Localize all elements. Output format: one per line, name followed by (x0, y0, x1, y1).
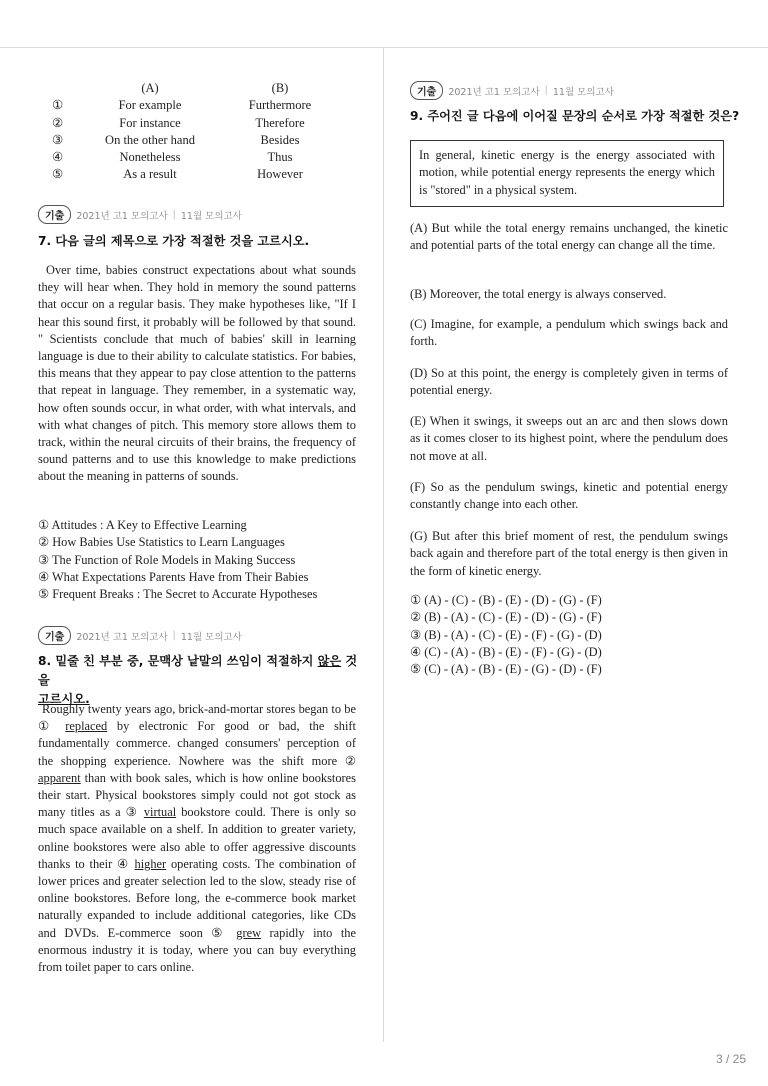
exam-tag-badge: 기출 (38, 205, 71, 224)
page-number: 3 / 25 (715, 1052, 746, 1066)
answer-option[interactable]: ⑤ (C) - (A) - (B) - (E) - (G) - (D) - (F) (410, 662, 602, 677)
q8-title-line2: 고르시오. (38, 692, 90, 706)
answer-option[interactable]: ⑤ Frequent Breaks : The Secret to Accurate Hypotheses (38, 587, 318, 602)
q7-title: 7. 다음 글의 제목으로 가장 적절한 것을 고르시오. (38, 234, 310, 248)
q8-source-tag: 기출 2021년 고1 모의고사 | 11월 모의고사 (38, 626, 242, 645)
choice-row[interactable] (50, 132, 350, 149)
q7-passage: Over time, babies construct expectations about what sounds they will hear when. They hold in memory the sound patterns that occur on a regular basis. They make hypotheses like, "If I hear this sound first, it probably will be followed by that sound. " Scientists conclude that much of babies' skill in learning language is due to their ability to calculate statistics. For babies, this means that they appear to pay close attention to the patterns that repeat in language. They remember, in a systematic way, how often sounds occur, in what order, with what intervals, and with what changes of pitch. This memory store allows them to track, within the neural circuits of their brains, the frequency of sound patterns and to use this knowledge to make predictions about the meaning in patterns of sounds. (38, 263, 356, 484)
q8-passage (38, 701, 356, 976)
given-text: In general, kinetic energy is the energy associated with motion, while potential energy represents the energy which is "stored" in a physical system. (419, 148, 715, 197)
q7-options (38, 517, 317, 603)
exam-year: 2021년 고1 모의고사 (76, 210, 168, 222)
q9-source-tag: 기출 2021년 고1 모의고사 | 11월 모의고사 (410, 81, 614, 100)
choice-a: As a result (123, 167, 177, 182)
exam-tag-badge: 기출 (38, 626, 71, 645)
choice-row[interactable] (50, 149, 350, 166)
column-divider (383, 47, 384, 1042)
underlined-word: apparent (38, 770, 81, 785)
header-divider (0, 47, 768, 48)
q9-title: 9. 주어진 글 다음에 이어질 문장의 순서로 가장 적절한 것은? (410, 109, 740, 123)
choice-row[interactable] (50, 97, 350, 114)
header-b: (B) (271, 81, 289, 95)
answer-option[interactable]: ③ The Function of Role Models in Making Success (38, 552, 296, 567)
exam-month: 11월 모의고사 (180, 631, 242, 643)
choice-b: Therefore (255, 115, 305, 130)
choice-a: For example (118, 98, 182, 113)
exam-year: 2021년 고1 모의고사 (76, 631, 168, 643)
answer-option[interactable]: ④ (C) - (A) - (B) - (E) - (F) - (G) - (D) (410, 644, 602, 659)
q8-text: by electronic For good or bad, the shift fundamentally commerce. changed consumers' perception of the shopping experience. Nowhere was the shift more ② (38, 719, 356, 768)
q8-title-emphasis: 않은 (317, 654, 342, 668)
choice-number: ③ (52, 132, 64, 147)
choice-a: For instance (119, 115, 181, 130)
q9-sentence-e: (E) When it swings, it sweeps out an arc and then slows down as it comes closer to its highest point, where the pendulum does not move at all. (410, 414, 728, 463)
q9-sentence-b: (B) Moreover, the total energy is always conserved. (410, 287, 667, 301)
header-a: (A) (141, 81, 159, 95)
q9-options (410, 592, 602, 678)
q9-sentence-d: (D) So at this point, the energy is completely given in terms of potential energy. (410, 366, 728, 398)
exam-month: 11월 모의고사 (552, 86, 614, 98)
q8-text: bookstore could. There is only so much space available on a shelf. In addition to greater variety, online bookstores were also able to offer aggressive discounts thanks to their ④ (38, 805, 356, 871)
exam-tag-badge: 기출 (410, 81, 443, 100)
q6-choice-table (50, 80, 350, 184)
choice-b: However (257, 167, 303, 182)
choice-row[interactable] (50, 166, 350, 183)
choice-b: Besides (260, 132, 300, 147)
underlined-word: grew (236, 925, 262, 940)
answer-option[interactable]: ② (B) - (A) - (C) - (E) - (D) - (G) - (F) (410, 610, 602, 625)
choice-number: ② (52, 115, 64, 130)
choice-b: Furthermore (248, 98, 312, 113)
q8-text: operating costs. The combination of lower prices and greater selection led to the slow, steady rise of online bookstores. Before long, the e-commerce book market naturally expanded to include additional categories, like CDs and DVDs. E-commerce soon ⑤ (38, 856, 356, 940)
q8-text: Roughly twenty years ago, brick-and-mortar stores began to be ① (38, 702, 356, 734)
answer-option[interactable]: ③ (B) - (A) - (C) - (E) - (F) - (G) - (D) (410, 627, 602, 642)
underlined-word: replaced (65, 719, 108, 734)
q9-sentence-a: (A) But while the total energy remains unchanged, the kinetic and potential parts of the total energy can change all the time. (410, 221, 728, 253)
q8-text: than with book sales, which is how online bookstores their start. Physical bookstores simply could not got stock as many titles as a ③ (38, 770, 356, 820)
answer-option[interactable]: ① Attitudes : A Key to Effective Learning (38, 518, 247, 532)
q8-title-text: 8. 밑줄 친 부분 중, 문맥상 낱말의 쓰임이 적절하지 (38, 654, 318, 668)
answer-option[interactable]: ① (A) - (C) - (B) - (E) - (D) - (G) - (F) (410, 593, 602, 607)
underlined-word: higher (134, 856, 167, 871)
choice-b: Thus (267, 150, 293, 165)
underlined-word: virtual (143, 805, 177, 820)
q9-sentence-f: (F) So as the pendulum swings, kinetic and potential energy constantly change into each other. (410, 480, 728, 512)
choice-number: ④ (52, 150, 64, 165)
answer-option[interactable]: ④ What Expectations Parents Have from Their Babies (38, 569, 309, 584)
choice-table-header (50, 80, 350, 97)
choice-a: Nonetheless (119, 150, 181, 165)
q9-given-passage (410, 140, 724, 207)
choice-number: ① (52, 98, 64, 113)
answer-option[interactable]: ② How Babies Use Statistics to Learn Languages (38, 535, 285, 550)
choice-number: ⑤ (52, 167, 64, 182)
exam-month: 11월 모의고사 (180, 210, 242, 222)
q8-text: rapidly into the enormous industry it is today, where you can buy everything from toilet paper to cars online. (38, 925, 357, 975)
q8-title-text-end: 것을 (38, 654, 358, 687)
q9-sentence-g: (G) But after this brief moment of rest, the pendulum swings back again and therefore part of the total energy is then given in the form of kinetic energy. (410, 529, 728, 578)
q9-sentence-c: (C) Imagine, for example, a pendulum which swings back and forth. (410, 317, 728, 349)
choice-row[interactable] (50, 115, 350, 132)
exam-year: 2021년 고1 모의고사 (448, 86, 540, 98)
choice-a: On the other hand (105, 132, 195, 147)
q7-source-tag: 기출 2021년 고1 모의고사 | 11월 모의고사 (38, 205, 242, 224)
